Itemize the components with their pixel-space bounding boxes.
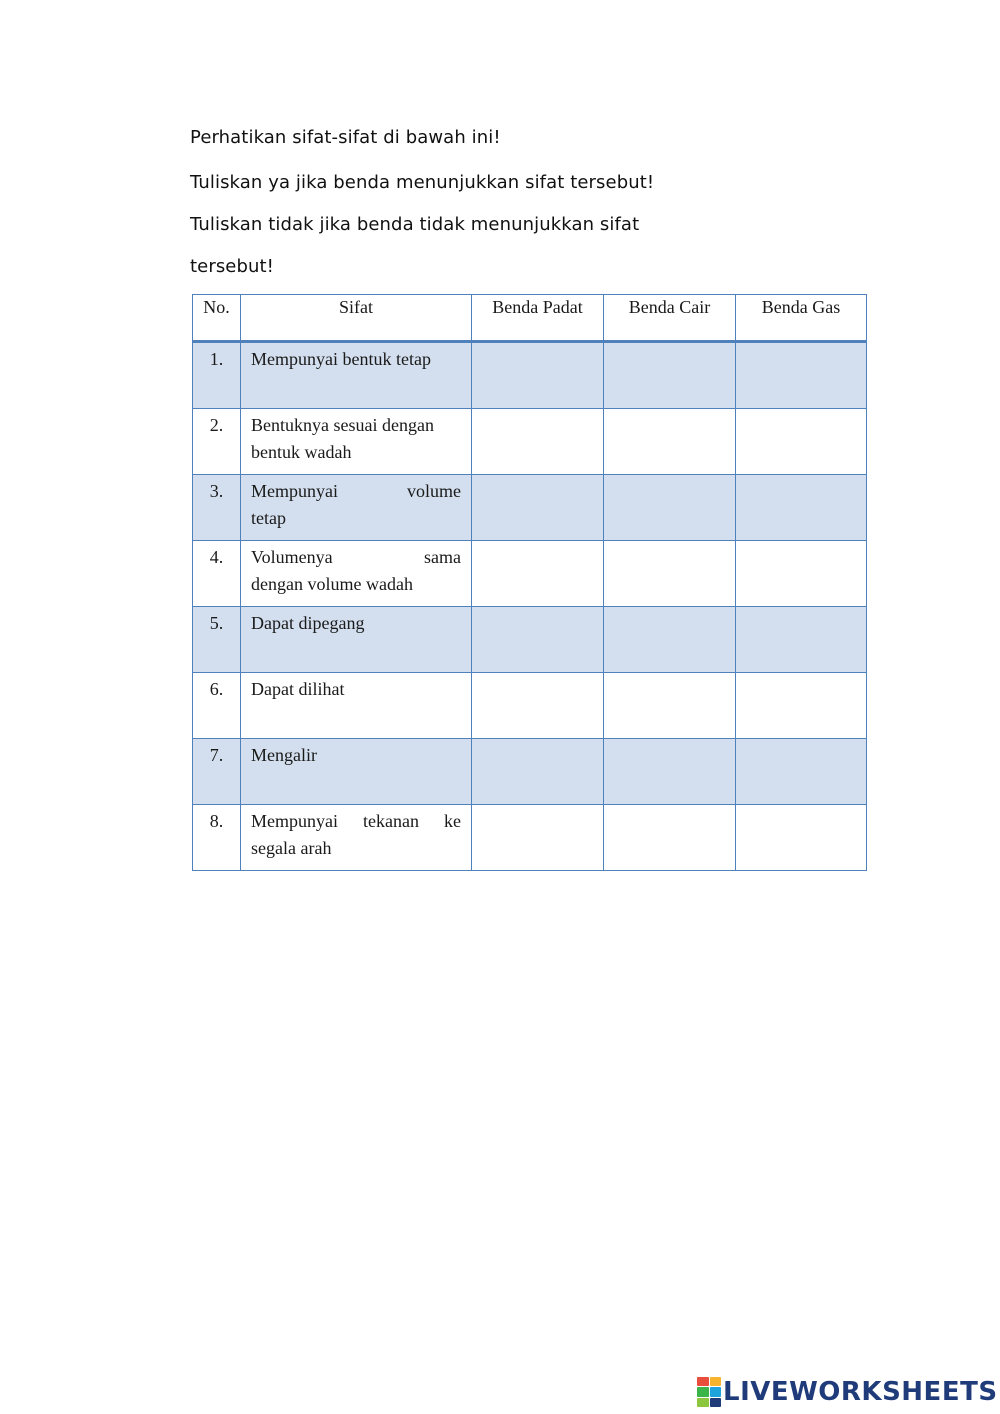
answer-padat-2[interactable] bbox=[472, 409, 604, 475]
answer-cair-4[interactable] bbox=[604, 541, 736, 607]
row-property bbox=[241, 409, 472, 475]
row-property-word: Mempunyai bbox=[251, 481, 338, 501]
instruction-line-1: Perhatikan sifat-sifat di bawah ini! bbox=[190, 127, 501, 148]
answer-cair-5[interactable] bbox=[604, 607, 736, 673]
answer-gas-8[interactable] bbox=[736, 805, 867, 871]
answer-gas-7[interactable] bbox=[736, 739, 867, 805]
answer-padat-3[interactable] bbox=[472, 475, 604, 541]
row-property-word: Volumenya bbox=[251, 547, 333, 567]
answer-gas-5[interactable] bbox=[736, 607, 867, 673]
header-no: No. bbox=[193, 295, 241, 342]
header-benda-cair: Benda Cair bbox=[604, 295, 736, 342]
answer-gas-3[interactable] bbox=[736, 475, 867, 541]
row-number: 1. bbox=[193, 342, 241, 409]
row-property-line: bentuk wadah bbox=[251, 442, 352, 462]
row-property-line bbox=[251, 544, 461, 571]
answer-gas-4[interactable] bbox=[736, 541, 867, 607]
logo-block bbox=[697, 1377, 709, 1386]
logo-wordmark: LIVEWORKSHEETS bbox=[723, 1377, 998, 1407]
row-property-word: tekanan bbox=[363, 811, 419, 831]
answer-padat-6[interactable] bbox=[472, 673, 604, 739]
table-row bbox=[193, 409, 867, 475]
answer-cair-1[interactable] bbox=[604, 342, 736, 409]
liveworksheets-logo bbox=[697, 1377, 998, 1407]
table-row bbox=[193, 805, 867, 871]
answer-gas-6[interactable] bbox=[736, 673, 867, 739]
row-property bbox=[241, 475, 472, 541]
answer-cair-3[interactable] bbox=[604, 475, 736, 541]
row-number: 4. bbox=[193, 541, 241, 607]
logo-block bbox=[697, 1398, 709, 1407]
row-property-word: sama bbox=[424, 547, 461, 567]
row-property: Dapat dilihat bbox=[241, 673, 472, 739]
row-property-word: Mempunyai bbox=[251, 811, 338, 831]
answer-cair-8[interactable] bbox=[604, 805, 736, 871]
row-property-word: volume bbox=[407, 481, 461, 501]
table-header-row bbox=[193, 295, 867, 342]
row-number: 7. bbox=[193, 739, 241, 805]
table-row bbox=[193, 541, 867, 607]
answer-cair-6[interactable] bbox=[604, 673, 736, 739]
instruction-line-3: Tuliskan tidak jika benda tidak menunjukkan sifat bbox=[190, 214, 640, 235]
header-benda-padat: Benda Padat bbox=[472, 295, 604, 342]
row-property-line: Bentuknya sesuai dengan bbox=[251, 415, 434, 435]
answer-cair-7[interactable] bbox=[604, 739, 736, 805]
logo-block bbox=[710, 1398, 722, 1407]
answer-gas-1[interactable] bbox=[736, 342, 867, 409]
answer-padat-8[interactable] bbox=[472, 805, 604, 871]
properties-table bbox=[192, 294, 867, 871]
row-number: 8. bbox=[193, 805, 241, 871]
logo-block bbox=[710, 1377, 722, 1386]
table-row bbox=[193, 475, 867, 541]
answer-gas-2[interactable] bbox=[736, 409, 867, 475]
header-benda-gas: Benda Gas bbox=[736, 295, 867, 342]
liveworksheets-logo-icon bbox=[697, 1377, 721, 1407]
instruction-line-2: Tuliskan ya jika benda menunjukkan sifat tersebut! bbox=[190, 172, 655, 193]
row-property bbox=[241, 541, 472, 607]
row-property bbox=[241, 805, 472, 871]
answer-cair-2[interactable] bbox=[604, 409, 736, 475]
row-property-line bbox=[251, 808, 461, 835]
table-row bbox=[193, 739, 867, 805]
row-number: 2. bbox=[193, 409, 241, 475]
table-row bbox=[193, 673, 867, 739]
table-row bbox=[193, 607, 867, 673]
row-property-line: tetap bbox=[251, 508, 286, 528]
row-property-line bbox=[251, 478, 461, 505]
row-number: 3. bbox=[193, 475, 241, 541]
logo-block bbox=[697, 1387, 709, 1396]
row-property: Dapat dipegang bbox=[241, 607, 472, 673]
answer-padat-1[interactable] bbox=[472, 342, 604, 409]
row-number: 6. bbox=[193, 673, 241, 739]
answer-padat-7[interactable] bbox=[472, 739, 604, 805]
answer-padat-4[interactable] bbox=[472, 541, 604, 607]
row-property-line: dengan volume wadah bbox=[251, 574, 413, 594]
table-row bbox=[193, 342, 867, 409]
row-property-line: segala arah bbox=[251, 838, 332, 858]
row-number: 5. bbox=[193, 607, 241, 673]
instruction-line-4: tersebut! bbox=[190, 256, 274, 277]
logo-block bbox=[710, 1387, 722, 1396]
answer-padat-5[interactable] bbox=[472, 607, 604, 673]
header-sifat: Sifat bbox=[241, 295, 472, 342]
row-property: Mempunyai bentuk tetap bbox=[241, 342, 472, 409]
row-property: Mengalir bbox=[241, 739, 472, 805]
row-property-word: ke bbox=[444, 811, 461, 831]
